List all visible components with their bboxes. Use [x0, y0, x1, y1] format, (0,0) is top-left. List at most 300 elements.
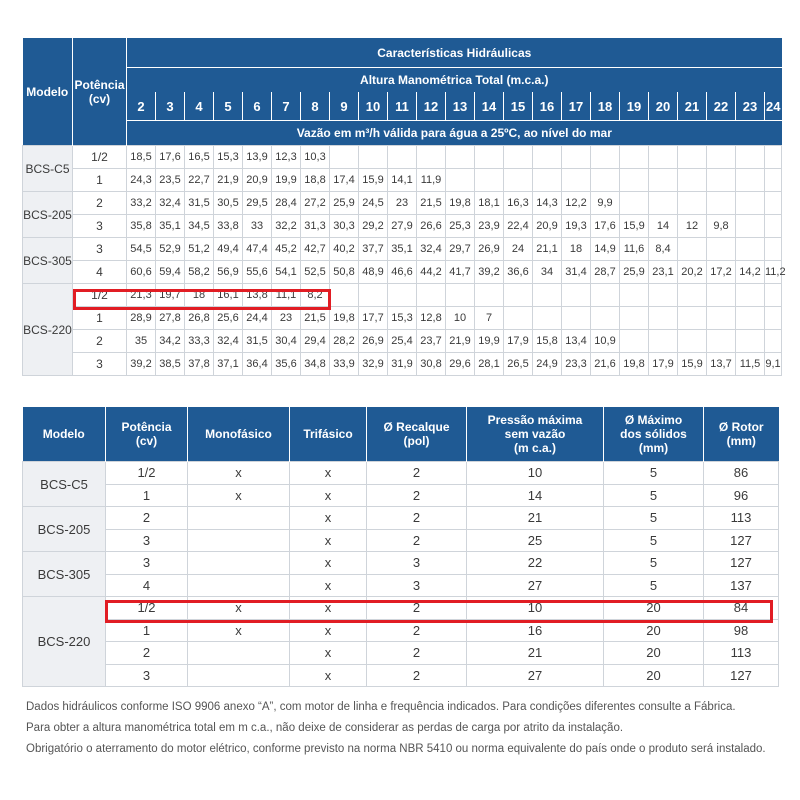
flow-cell: 24,5: [359, 192, 388, 215]
flow-cell: 18: [562, 238, 591, 261]
highlight-specs-row: [105, 600, 773, 623]
flow-cell: 21,5: [301, 307, 330, 330]
flow-cell: 25,9: [330, 192, 359, 215]
flow-cell: [736, 169, 765, 192]
flow-cell: 26,8: [185, 307, 214, 330]
specs-header: [367, 407, 467, 462]
flow-cell: 25,9: [620, 261, 649, 284]
hydraulic-title: Características Hidráulicas: [127, 38, 782, 68]
spec-cell: 22: [467, 552, 604, 575]
flow-cell: 17,7: [359, 307, 388, 330]
specs-header: [467, 407, 604, 462]
flow-cell: 10: [446, 307, 475, 330]
flow-cell: 21,5: [417, 192, 446, 215]
flow-cell: 21,9: [214, 169, 243, 192]
spec-cell: 113: [704, 642, 779, 665]
flow-cell: 25,3: [446, 215, 475, 238]
flow-cell: [533, 284, 562, 307]
model-cell: BCS-220: [23, 284, 73, 376]
flow-cell: [359, 284, 388, 307]
flow-cell: 24: [504, 238, 533, 261]
flow-cell: [649, 284, 678, 307]
spec-cell: [188, 642, 290, 665]
flow-cell: 31,4: [562, 261, 591, 284]
footnote: Obrigatório o aterramento do motor elétrico, conforme previsto na norma NBR 5410 ou norma equivalente do país onde o produto será instalado.: [26, 743, 766, 755]
flow-cell: 12,8: [417, 307, 446, 330]
potencia-cell: 2: [73, 330, 127, 353]
spec-cell: 20: [604, 619, 704, 642]
model-cell: BCS-205: [23, 192, 73, 238]
spec-cell: 3: [106, 664, 188, 687]
head-value-header: 9: [330, 92, 359, 121]
flow-cell: [330, 284, 359, 307]
flow-cell: [736, 192, 765, 215]
table-row: [23, 664, 779, 687]
head-value-header: 14: [475, 92, 504, 121]
flow-cell: 13,9: [243, 146, 272, 169]
flow-cell: [533, 169, 562, 192]
flow-cell: [620, 192, 649, 215]
flow-cell: 23: [388, 192, 417, 215]
head-value-header: 23: [736, 92, 765, 121]
flow-cell: [475, 169, 504, 192]
specs-header: [604, 407, 704, 462]
model-cell: BCS-205: [23, 507, 106, 552]
table-row: [23, 238, 782, 261]
flow-cell: 33,2: [127, 192, 156, 215]
spec-cell: 2: [367, 462, 467, 485]
specs-header: [106, 407, 188, 462]
flow-cell: [562, 146, 591, 169]
flow-cell: 8,4: [649, 238, 678, 261]
flow-cell: 14,2: [736, 261, 765, 284]
flow-cell: 30,8: [417, 353, 446, 376]
flow-cell: 32,4: [214, 330, 243, 353]
flow-cell: [533, 307, 562, 330]
flow-cell: 35: [127, 330, 156, 353]
head-value-header: 22: [707, 92, 736, 121]
spec-cell: 1/2: [106, 597, 188, 620]
flow-cell: 10,3: [301, 146, 330, 169]
specs-header-line: dos sólidos: [620, 427, 687, 441]
flow-cell: 26,5: [504, 353, 533, 376]
table-row: [23, 169, 782, 192]
spec-cell: 20: [604, 642, 704, 665]
potencia-cell: 3: [73, 353, 127, 376]
table-row: [23, 484, 779, 507]
flow-cell: [707, 330, 736, 353]
spec-cell: 3: [106, 529, 188, 552]
flow-cell: 45,2: [272, 238, 301, 261]
specs-header: [23, 407, 106, 462]
specs-header-line: Monofásico: [205, 427, 272, 441]
flow-cell: 38,5: [156, 353, 185, 376]
flow-cell: 28,9: [127, 307, 156, 330]
flow-cell: 37,1: [214, 353, 243, 376]
spec-cell: 2: [367, 507, 467, 530]
potencia-header: [73, 38, 127, 146]
flow-cell: 46,6: [388, 261, 417, 284]
flow-cell: [388, 146, 417, 169]
specs-header: [290, 407, 367, 462]
flow-cell: 19,8: [330, 307, 359, 330]
spec-cell: [188, 552, 290, 575]
flow-cell: 21,3: [127, 284, 156, 307]
flow-cell: [707, 284, 736, 307]
flow-cell: 19,9: [475, 330, 504, 353]
spec-cell: x: [188, 597, 290, 620]
potencia-label: Potência: [74, 77, 125, 92]
spec-cell: 98: [704, 619, 779, 642]
flow-cell: [765, 146, 782, 169]
flow-cell: 15,9: [678, 353, 707, 376]
flow-cell: 59,4: [156, 261, 185, 284]
flow-cell: 48,9: [359, 261, 388, 284]
flow-cell: 13,4: [562, 330, 591, 353]
flow-cell: 24,4: [243, 307, 272, 330]
flow-cell: 17,6: [591, 215, 620, 238]
flow-cell: 18,8: [301, 169, 330, 192]
flow-cell: 27,9: [388, 215, 417, 238]
flow-cell: 42,7: [301, 238, 330, 261]
flow-cell: [562, 284, 591, 307]
flow-cell: 35,1: [388, 238, 417, 261]
table-row: [23, 529, 779, 552]
specs-header: [188, 407, 290, 462]
flow-cell: 23,1: [649, 261, 678, 284]
head-value-header: 21: [678, 92, 707, 121]
flow-cell: [591, 284, 620, 307]
flow-cell: [446, 169, 475, 192]
flow-cell: [649, 146, 678, 169]
flow-cell: [765, 284, 782, 307]
flow-cell: 39,2: [127, 353, 156, 376]
head-subtitle: Altura Manométrica Total (m.c.a.): [127, 68, 782, 93]
spec-cell: 21: [467, 507, 604, 530]
flow-cell: 28,1: [475, 353, 504, 376]
flow-cell: [620, 146, 649, 169]
flow-cell: 34,8: [301, 353, 330, 376]
flow-cell: 9,1: [765, 353, 782, 376]
spec-cell: x: [290, 597, 367, 620]
spec-cell: [188, 529, 290, 552]
flow-cell: 9,9: [591, 192, 620, 215]
spec-cell: x: [290, 529, 367, 552]
model-cell: BCS-C5: [23, 462, 106, 507]
flow-cell: [736, 284, 765, 307]
highlight-hydraulic-row: [73, 289, 331, 310]
potencia-cell: 1/2: [73, 284, 127, 307]
spec-cell: [188, 574, 290, 597]
spec-cell: 2: [367, 529, 467, 552]
spec-cell: x: [290, 507, 367, 530]
flow-cell: 31,3: [301, 215, 330, 238]
flow-cell: [649, 192, 678, 215]
flow-cell: 22,4: [504, 215, 533, 238]
specs-header-line: Ø Rotor: [718, 420, 764, 434]
spec-cell: 4: [106, 574, 188, 597]
flow-cell: 14,3: [533, 192, 562, 215]
flow-cell: 23,5: [156, 169, 185, 192]
flow-cell: [707, 192, 736, 215]
flow-cell: 33,3: [185, 330, 214, 353]
flow-cell: [678, 192, 707, 215]
spec-cell: 127: [704, 664, 779, 687]
flow-cell: 11,1: [272, 284, 301, 307]
flow-cell: 12,2: [562, 192, 591, 215]
flow-cell: [504, 307, 533, 330]
flow-cell: 15,9: [359, 169, 388, 192]
specs-header-line: Modelo: [42, 427, 85, 441]
spec-cell: 27: [467, 664, 604, 687]
flow-cell: 25,4: [388, 330, 417, 353]
modelo-header: Modelo: [23, 38, 73, 146]
spec-cell: [188, 664, 290, 687]
spec-cell: 96: [704, 484, 779, 507]
flow-cell: [736, 146, 765, 169]
spec-cell: 27: [467, 574, 604, 597]
head-value-header: 12: [417, 92, 446, 121]
spec-cell: 1: [106, 619, 188, 642]
spec-cell: 3: [367, 574, 467, 597]
head-value-header: 20: [649, 92, 678, 121]
flow-cell: [475, 284, 504, 307]
flow-cell: 23,9: [475, 215, 504, 238]
flow-cell: 11,9: [417, 169, 446, 192]
flow-cell: 14: [649, 215, 678, 238]
specs-table: [22, 407, 779, 687]
flow-cell: 30,5: [214, 192, 243, 215]
flow-cell: [707, 169, 736, 192]
flow-cell: [446, 146, 475, 169]
flow-cell: 21,9: [446, 330, 475, 353]
flow-cell: 36,6: [504, 261, 533, 284]
table-row: [23, 261, 782, 284]
flow-cell: [591, 307, 620, 330]
spec-cell: x: [188, 462, 290, 485]
flow-cell: [504, 146, 533, 169]
model-cell: BCS-220: [23, 597, 106, 687]
hydraulic-table: [22, 38, 786, 376]
spec-cell: 127: [704, 529, 779, 552]
spec-cell: x: [290, 484, 367, 507]
flow-cell: [620, 169, 649, 192]
spec-cell: 86: [704, 462, 779, 485]
flow-cell: 23: [272, 307, 301, 330]
flow-cell: 11,5: [736, 353, 765, 376]
specs-header-line: (mm): [726, 434, 756, 448]
specs-header-line: Trifásico: [303, 427, 353, 441]
flow-cell: 17,9: [504, 330, 533, 353]
flow-cell: 31,5: [185, 192, 214, 215]
flow-cell: 12: [678, 215, 707, 238]
table-row: [23, 642, 779, 665]
flow-cell: [562, 307, 591, 330]
flow-cell: 12,3: [272, 146, 301, 169]
table-row: [23, 552, 779, 575]
flow-cell: 18,5: [127, 146, 156, 169]
specs-header-line: (mm): [638, 441, 669, 455]
flow-cell: 34,2: [156, 330, 185, 353]
flow-cell: 40,2: [330, 238, 359, 261]
head-value-header: 7: [272, 92, 301, 121]
flow-cell: [765, 307, 782, 330]
flow-cell: 30,4: [272, 330, 301, 353]
spec-cell: 2: [106, 642, 188, 665]
flow-cell: [678, 330, 707, 353]
flow-cell: [765, 192, 782, 215]
spec-cell: 113: [704, 507, 779, 530]
flow-cell: [533, 146, 562, 169]
head-value-header: 2: [127, 92, 156, 121]
flow-cell: [417, 146, 446, 169]
flow-cell: 29,7: [446, 238, 475, 261]
flow-cell: 52,5: [301, 261, 330, 284]
flow-cell: 17,9: [649, 353, 678, 376]
spec-cell: 5: [604, 462, 704, 485]
flow-cell: 35,6: [272, 353, 301, 376]
flow-cell: 33: [243, 215, 272, 238]
flow-cell: 31,5: [243, 330, 272, 353]
spec-cell: 2: [367, 642, 467, 665]
flow-cell: [765, 330, 782, 353]
spec-cell: 16: [467, 619, 604, 642]
spec-cell: 5: [604, 529, 704, 552]
flow-cell: 9,8: [707, 215, 736, 238]
head-value-header: 6: [243, 92, 272, 121]
flow-cell: [649, 169, 678, 192]
spec-cell: 2: [106, 507, 188, 530]
flow-cell: 18,1: [475, 192, 504, 215]
flow-cell: 13,8: [243, 284, 272, 307]
spec-cell: 5: [604, 507, 704, 530]
table-row: [23, 353, 782, 376]
flow-cell: 19,9: [272, 169, 301, 192]
head-value-header: 17: [562, 92, 591, 121]
spec-cell: x: [290, 462, 367, 485]
potencia-cell: 2: [73, 192, 127, 215]
flow-cell: [707, 146, 736, 169]
flow-cell: 16,3: [504, 192, 533, 215]
flow-cell: 17,4: [330, 169, 359, 192]
flow-cell: 15,3: [214, 146, 243, 169]
flow-cell: [417, 284, 446, 307]
flow-cell: [591, 169, 620, 192]
head-value-header: 24: [765, 92, 782, 121]
flow-cell: 15,8: [533, 330, 562, 353]
flow-cell: 29,5: [243, 192, 272, 215]
spec-cell: 2: [367, 619, 467, 642]
flow-cell: 54,5: [127, 238, 156, 261]
spec-cell: 10: [467, 597, 604, 620]
footnote: Dados hidráulicos conforme ISO 9906 anexo “A”, com motor de linha e frequência indicados. Para condições diferentes consulte a Fábrica.: [26, 701, 736, 713]
flow-cell: 20,9: [243, 169, 272, 192]
flow-cell: 31,9: [388, 353, 417, 376]
spec-cell: 2: [367, 664, 467, 687]
flow-cell: 32,4: [156, 192, 185, 215]
flow-cell: 34: [533, 261, 562, 284]
flow-cell: 28,4: [272, 192, 301, 215]
flow-cell: 37,7: [359, 238, 388, 261]
flow-cell: [736, 307, 765, 330]
flow-cell: 22,7: [185, 169, 214, 192]
flow-cell: 58,2: [185, 261, 214, 284]
specs-header-line: (m c.a.): [513, 441, 556, 455]
flow-cell: [620, 284, 649, 307]
footnote: Para obter a altura manométrica total em m c.a., não deixe de considerar as perdas de carga por atrito da instalação.: [26, 722, 624, 734]
flow-cell: 14,1: [388, 169, 417, 192]
flow-cell: 7: [475, 307, 504, 330]
head-value-header: 4: [185, 92, 214, 121]
flow-cell: [562, 169, 591, 192]
spec-cell: 5: [604, 574, 704, 597]
spec-cell: [188, 507, 290, 530]
flow-cell: 47,4: [243, 238, 272, 261]
head-value-header: 18: [591, 92, 620, 121]
spec-cell: x: [188, 619, 290, 642]
flow-cell: 28,7: [591, 261, 620, 284]
flow-cell: [388, 284, 417, 307]
flow-cell: 33,8: [214, 215, 243, 238]
flow-cell: [591, 146, 620, 169]
flow-cell: [330, 146, 359, 169]
spec-cell: 10: [467, 462, 604, 485]
specs-header-line: (pol): [403, 434, 430, 448]
flow-cell: [765, 169, 782, 192]
potencia-cell: 3: [73, 238, 127, 261]
spec-cell: x: [290, 574, 367, 597]
spec-cell: 137: [704, 574, 779, 597]
flow-cell: [649, 307, 678, 330]
flow-cell: [359, 146, 388, 169]
head-value-header: 13: [446, 92, 475, 121]
flow-cell: 20,9: [533, 215, 562, 238]
flow-cell: 11,2: [765, 261, 782, 284]
flow-cell: [475, 146, 504, 169]
flow-cell: 56,9: [214, 261, 243, 284]
flow-cell: [678, 307, 707, 330]
flow-cell: 19,8: [446, 192, 475, 215]
spec-cell: 2: [367, 484, 467, 507]
flow-cell: 36,4: [243, 353, 272, 376]
flow-cell: 19,7: [156, 284, 185, 307]
potencia-cell: 4: [73, 261, 127, 284]
flow-cell: 16,5: [185, 146, 214, 169]
flow-cell: 25,6: [214, 307, 243, 330]
flow-cell: 32,9: [359, 353, 388, 376]
flow-cell: 32,2: [272, 215, 301, 238]
flow-cell: [736, 330, 765, 353]
specs-header-line: (cv): [135, 434, 158, 448]
head-value-header: 3: [156, 92, 185, 121]
flow-cell: 35,8: [127, 215, 156, 238]
flow-cell: 49,4: [214, 238, 243, 261]
flow-cell: 29,4: [301, 330, 330, 353]
flow-cell: 41,7: [446, 261, 475, 284]
flow-cell: 23,7: [417, 330, 446, 353]
flow-cell: [736, 215, 765, 238]
spec-cell: 25: [467, 529, 604, 552]
potencia-cell: 3: [73, 215, 127, 238]
flow-cell: [620, 330, 649, 353]
specs-header-line: Potência: [121, 420, 172, 434]
head-value-header: 10: [359, 92, 388, 121]
flow-cell: [678, 238, 707, 261]
head-value-header: 19: [620, 92, 649, 121]
model-cell: BCS-C5: [23, 146, 73, 192]
flow-cell: 51,2: [185, 238, 214, 261]
specs-header-line: Ø Máximo: [624, 413, 683, 427]
